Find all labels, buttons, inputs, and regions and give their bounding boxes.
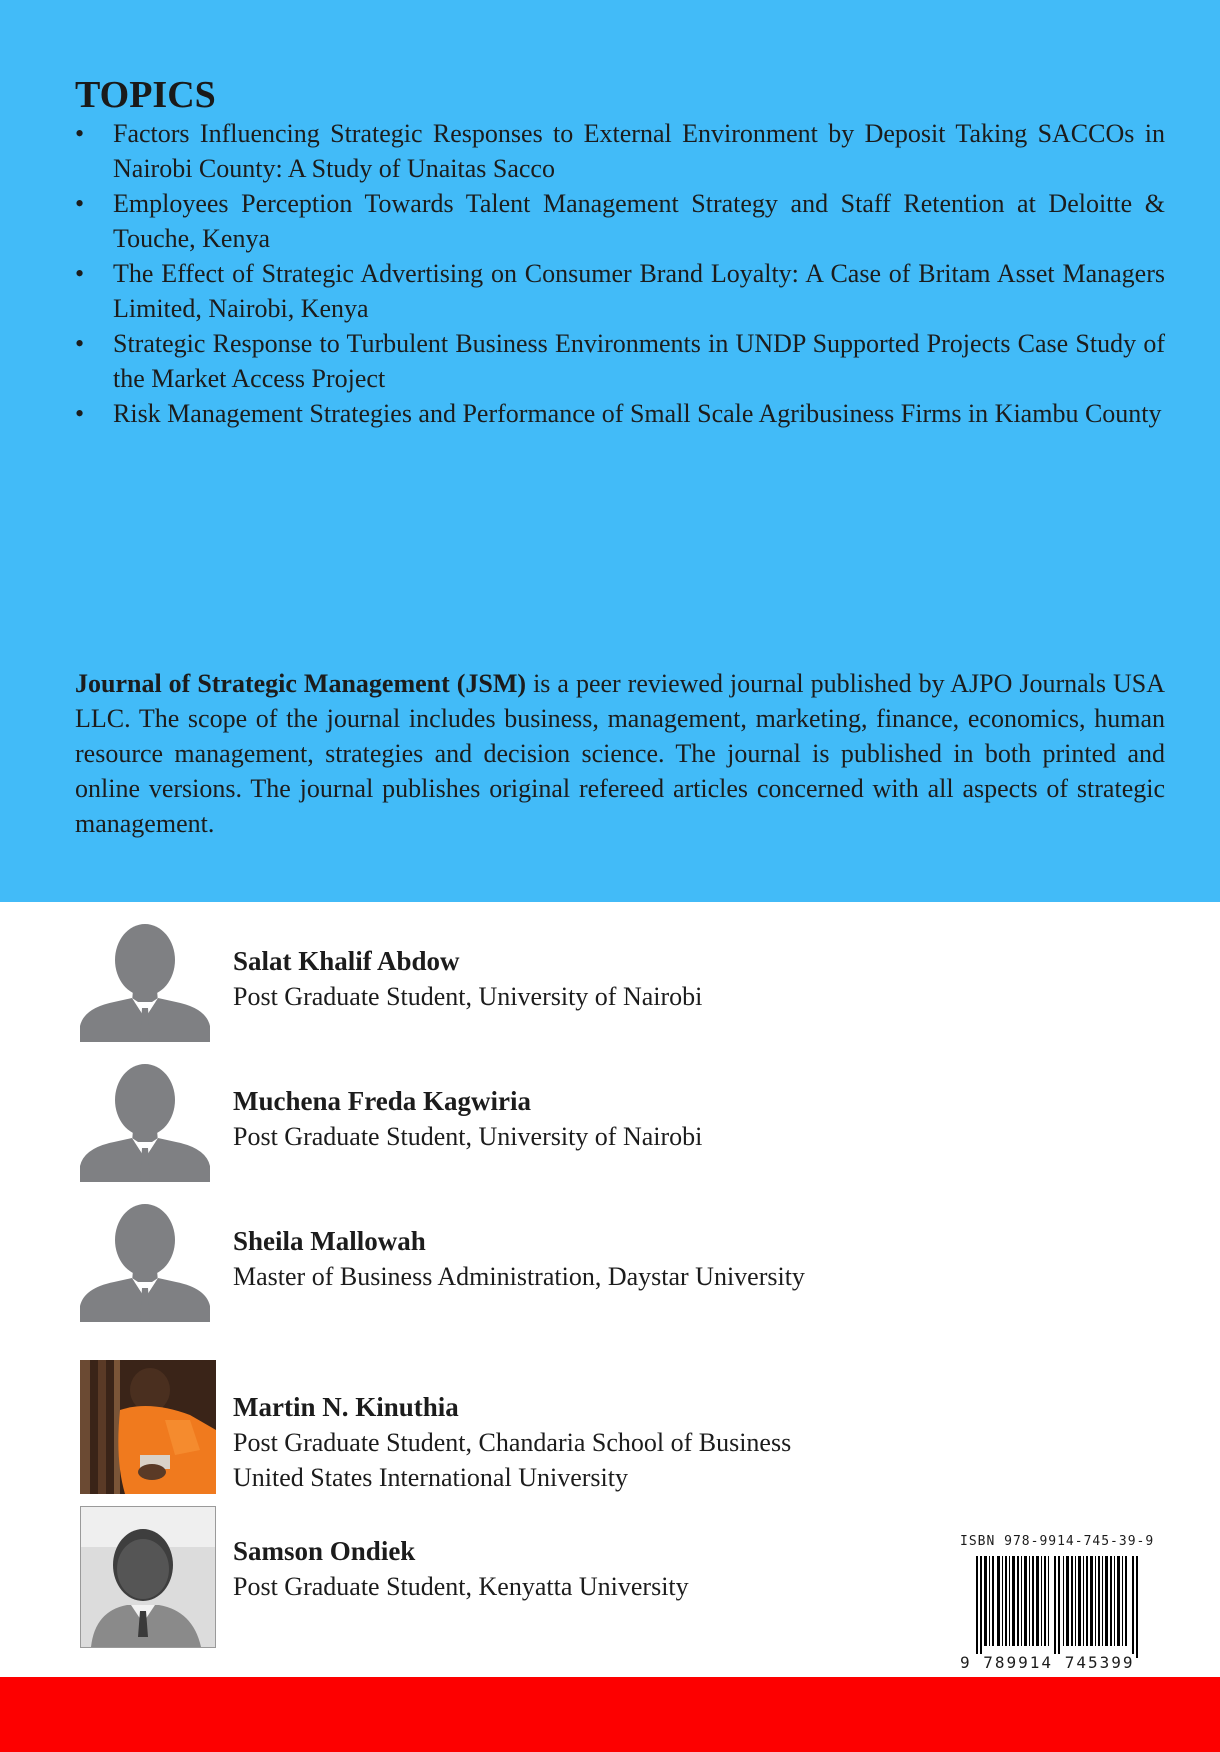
bottom-color-band <box>0 1677 1220 1752</box>
author-photo <box>80 1360 216 1494</box>
author-affiliation: Master of Business Administration, Daystar University <box>233 1262 805 1291</box>
topic-item: • Strategic Response to Turbulent Business Environments in UNDP Supported Projects Case Study of the Market Access Project <box>75 326 1165 396</box>
author-name: Martin N. Kinuthia <box>233 1392 459 1422</box>
author-photo <box>80 1506 216 1648</box>
topic-item: • Risk Management Strategies and Performance of Small Scale Agribusiness Firms in Kiambu County <box>75 396 1165 431</box>
author-name: Samson Ondiek <box>233 1536 416 1566</box>
author-affiliation: Post Graduate Student, University of Nairobi <box>233 1122 703 1151</box>
journal-description <box>75 666 1165 841</box>
topics-list <box>75 116 1165 431</box>
topic-item: • The Effect of Strategic Advertising on Consumer Brand Loyalty: A Case of Britam Asset Managers Limited, Nairobi, Kenya <box>75 256 1165 326</box>
author-affiliation-line2: United States International University <box>233 1463 628 1492</box>
author-card <box>78 1506 878 1640</box>
barcode-digits: 9 789914 745399 <box>960 1653 1135 1672</box>
author-card <box>78 1062 878 1196</box>
person-silhouette-icon <box>78 1062 212 1196</box>
author-name: Muchena Freda Kagwiria <box>233 1086 531 1116</box>
author-card <box>78 1202 878 1336</box>
journal-name: Journal of Strategic Management (JSM) <box>75 669 527 698</box>
journal-description-text: is a peer reviewed journal published by AJPO Journals USA LLC. The scope of the journal includes business, management, marketing, finance, economics, human resource management, strategies and decision science. The journal is published in both printed and online versions. The journal publishes original refereed articles concerned with all aspects of strategic management. <box>75 669 1165 838</box>
person-silhouette-icon <box>78 1202 212 1336</box>
author-card <box>78 922 878 1056</box>
author-name: Sheila Mallowah <box>233 1226 426 1256</box>
isbn-barcode <box>958 1534 1158 1674</box>
author-affiliation: Post Graduate Student, Kenyatta University <box>233 1572 689 1601</box>
topic-item: • Employees Perception Towards Talent Management Strategy and Staff Retention at Deloitte & Touche, Kenya <box>75 186 1165 256</box>
author-card <box>78 1360 878 1494</box>
topic-item: • Factors Influencing Strategic Responses to External Environment by Deposit Taking SACCOs in Nairobi County: A Study of Unaitas Sacco <box>75 116 1165 186</box>
topics-heading: TOPICS <box>75 74 216 116</box>
person-silhouette-icon <box>78 922 212 1056</box>
author-affiliation: Post Graduate Student, Chandaria School of Business <box>233 1428 792 1457</box>
author-name: Salat Khalif Abdow <box>233 946 460 976</box>
author-affiliation: Post Graduate Student, University of Nairobi <box>233 982 703 1011</box>
isbn-label: ISBN 978-9914-745-39-9 <box>960 1534 1155 1549</box>
barcode-icon <box>976 1556 1146 1658</box>
